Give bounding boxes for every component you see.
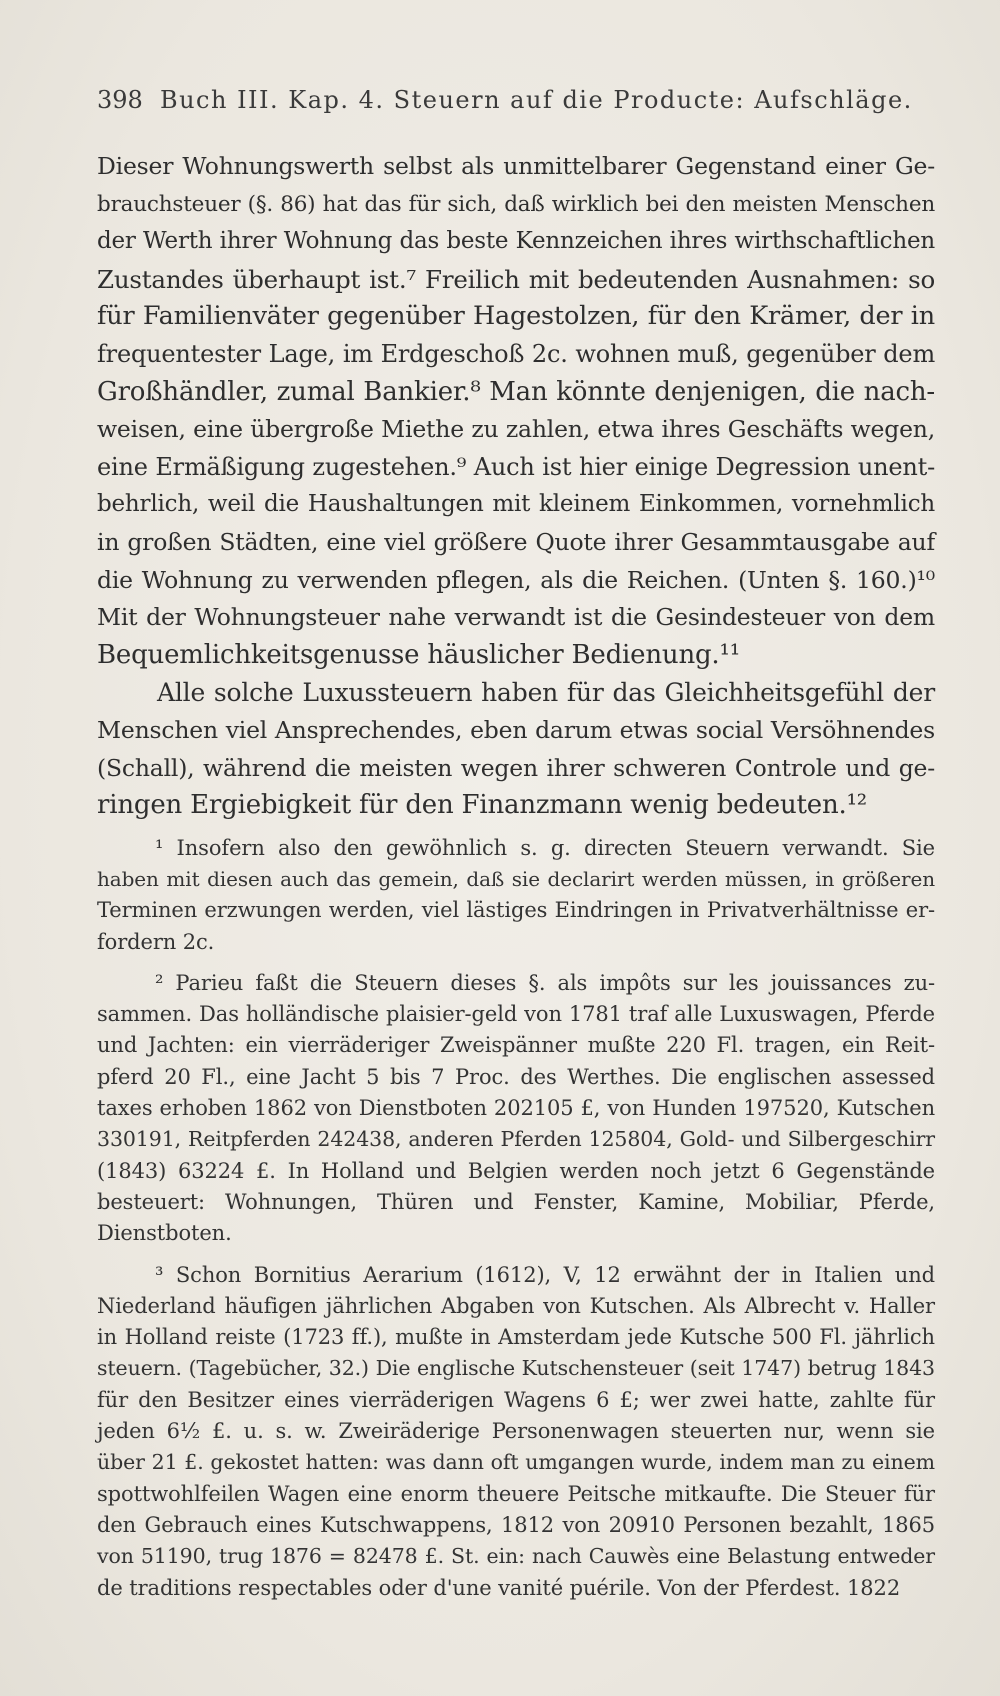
body-text — [97, 148, 935, 1604]
footnote-line: ³ Schon Bornitius Aerarium (1612), V, 12 erwähnt der in Italien und — [155, 1262, 935, 1287]
footnote-line: de traditions respectables oder d'une vanité puérile. Von der Pferdest. 1822 — [97, 1575, 901, 1600]
footnote-2 — [97, 968, 935, 1250]
text-line: weisen, eine übergroße Miethe zu zahlen, etwa ihres Geschäfts wegen, — [97, 415, 935, 444]
footnote-line: sammen. Das holländische plaisier-geld von 1781 traf alle Luxuswagen, Pferde — [97, 1002, 935, 1027]
text-line: eine Ermäßigung zugestehen.⁹ Auch ist hier einige Degression unent- — [97, 452, 935, 481]
text-line: behrlich, weil die Haushaltungen mit kleinem Einkommen, vornehmlich — [97, 491, 935, 518]
main-paragraph-1 — [97, 148, 935, 674]
text-line: die Wohnung zu verwenden pflegen, als die Reichen. (Unten §. 160.)¹⁰ — [97, 565, 935, 594]
footnote-line: 330191, Reitpferden 242438, anderen Pferden 125804, Gold- und Silbergeschirr — [97, 1127, 935, 1152]
footnote-line: jeden 6½ £. u. s. w. Zweiräderige Personenwagen steuerten nur, wenn sie — [97, 1419, 935, 1444]
footnote-line: über 21 £. gekostet hatten: was dann oft umgangen wurde, indem man zu einem — [97, 1450, 935, 1475]
text-line: Bequemlichkeitsgenusse häuslicher Bedienung.¹¹ — [97, 639, 740, 670]
footnote-1 — [97, 833, 935, 958]
footnote-line: spottwohlfeilen Wagen eine enorm theuere Peitsche mitkaufte. Die Steuer für — [97, 1481, 935, 1506]
footnote-line: steuern. (Tagebücher, 32.) Die englische Kutschensteuer (seit 1747) betrug 1843 — [97, 1356, 935, 1381]
footnote-line: fordern 2c. — [97, 929, 215, 954]
footnote-line: und Jachten: ein vierräderiger Zweispänner mußte 220 Fl. tragen, ein Reit- — [97, 1033, 935, 1058]
footnote-gap — [97, 958, 935, 968]
footnote-line: besteuert: Wohnungen, Thüren und Fenster, Kamine, Mobiliar, Pferde, — [97, 1189, 935, 1214]
footnote-gap — [97, 1250, 935, 1260]
footnote-3 — [97, 1260, 935, 1604]
text-line: Dieser Wohnungswerth selbst als unmittelbarer Gegenstand einer Ge- — [97, 152, 935, 180]
footnote-line: Dienstboten. — [97, 1221, 232, 1246]
text-line: in großen Städten, eine viel größere Quote ihrer Gesammtausgabe auf — [97, 527, 935, 556]
footnote-line: Terminen erzwungen werden, viel lästiges Eindringen in Privatverhältnisse er- — [97, 898, 935, 923]
text-line: Großhändler, zumal Bankier.⁸ Man könnte denjenigen, die nach- — [97, 376, 935, 407]
footnote-line: in Holland reiste (1723 ff.), mußte in Amsterdam jede Kutsche 500 Fl. jährlich — [97, 1325, 935, 1350]
text-line: frequentester Lage, im Erdgeschoß 2c. wohnen muß, gegenüber dem — [97, 339, 935, 368]
footnote-line: ² Parieu faßt die Steuern dieses §. als impôts sur les jouissances zu- — [155, 970, 935, 995]
footnote-separator — [97, 825, 935, 833]
footnote-line: von 51190, trug 1876 = 82478 £. St. ein: nach Cauwès eine Belastung entweder — [97, 1544, 935, 1569]
text-line: ringen Ergiebigkeit für den Finanzmann wenig bedeuten.¹² — [97, 790, 868, 821]
text-line: für Familienväter gegenüber Hagestolzen, für den Krämer, der in — [97, 301, 935, 332]
text-line: brauchsteuer (§. 86) hat das für sich, daß wirklich bei den meisten Menschen — [97, 191, 935, 217]
footnote-line: ¹ Insofern also den gewöhnlich s. g. directen Steuern verwandt. Sie — [155, 835, 935, 860]
text-line: Alle solche Luxussteuern haben für das Gleichheitsgefühl der — [157, 678, 935, 708]
footnote-line: taxes erhoben 1862 von Dienstboten 202105 £, von Hunden 197520, Kutschen — [97, 1096, 935, 1121]
footnote-line: pferd 20 Fl., eine Jacht 5 bis 7 Proc. des Werthes. Die englischen assessed — [97, 1064, 935, 1089]
running-head — [97, 86, 923, 114]
footnote-line: für den Besitzer eines vierräderigen Wagens 6 £; wer zwei hatte, zahlte für — [97, 1387, 935, 1412]
text-line: Menschen viel Ansprechendes, eben darum etwas social Versöhnendes — [97, 715, 935, 744]
running-title: Buch III. Kap. 4. Steuern auf die Producte: Aufschläge. — [159, 86, 913, 114]
text-line: Mit der Wohnungsteuer nahe verwandt ist die Gesindesteuer von dem — [97, 603, 935, 632]
page-number: 398 — [97, 86, 143, 114]
main-paragraph-2 — [97, 674, 935, 824]
footnote-line: haben mit diesen auch das gemein, daß sie declarirt werden müssen, in größeren — [97, 866, 935, 891]
text-line: (Schall), während die meisten wegen ihrer schweren Controle und ge- — [97, 753, 935, 782]
footnote-line: (1843) 63224 £. In Holland und Belgien werden noch jetzt 6 Gegenstände — [97, 1158, 935, 1183]
text-line: der Werth ihrer Wohnung das beste Kennzeichen ihres wirthschaftlichen — [97, 228, 935, 255]
footnote-line: den Gebrauch eines Kutschwappens, 1812 von 20910 Personen bezahlt, 1865 — [97, 1512, 935, 1537]
footnote-line: Niederland häufigen jährlichen Abgaben von Kutschen. Als Albrecht v. Haller — [97, 1293, 935, 1318]
text-line: Zustandes überhaupt ist.⁷ Freilich mit bedeutenden Ausnahmen: so — [97, 264, 935, 294]
